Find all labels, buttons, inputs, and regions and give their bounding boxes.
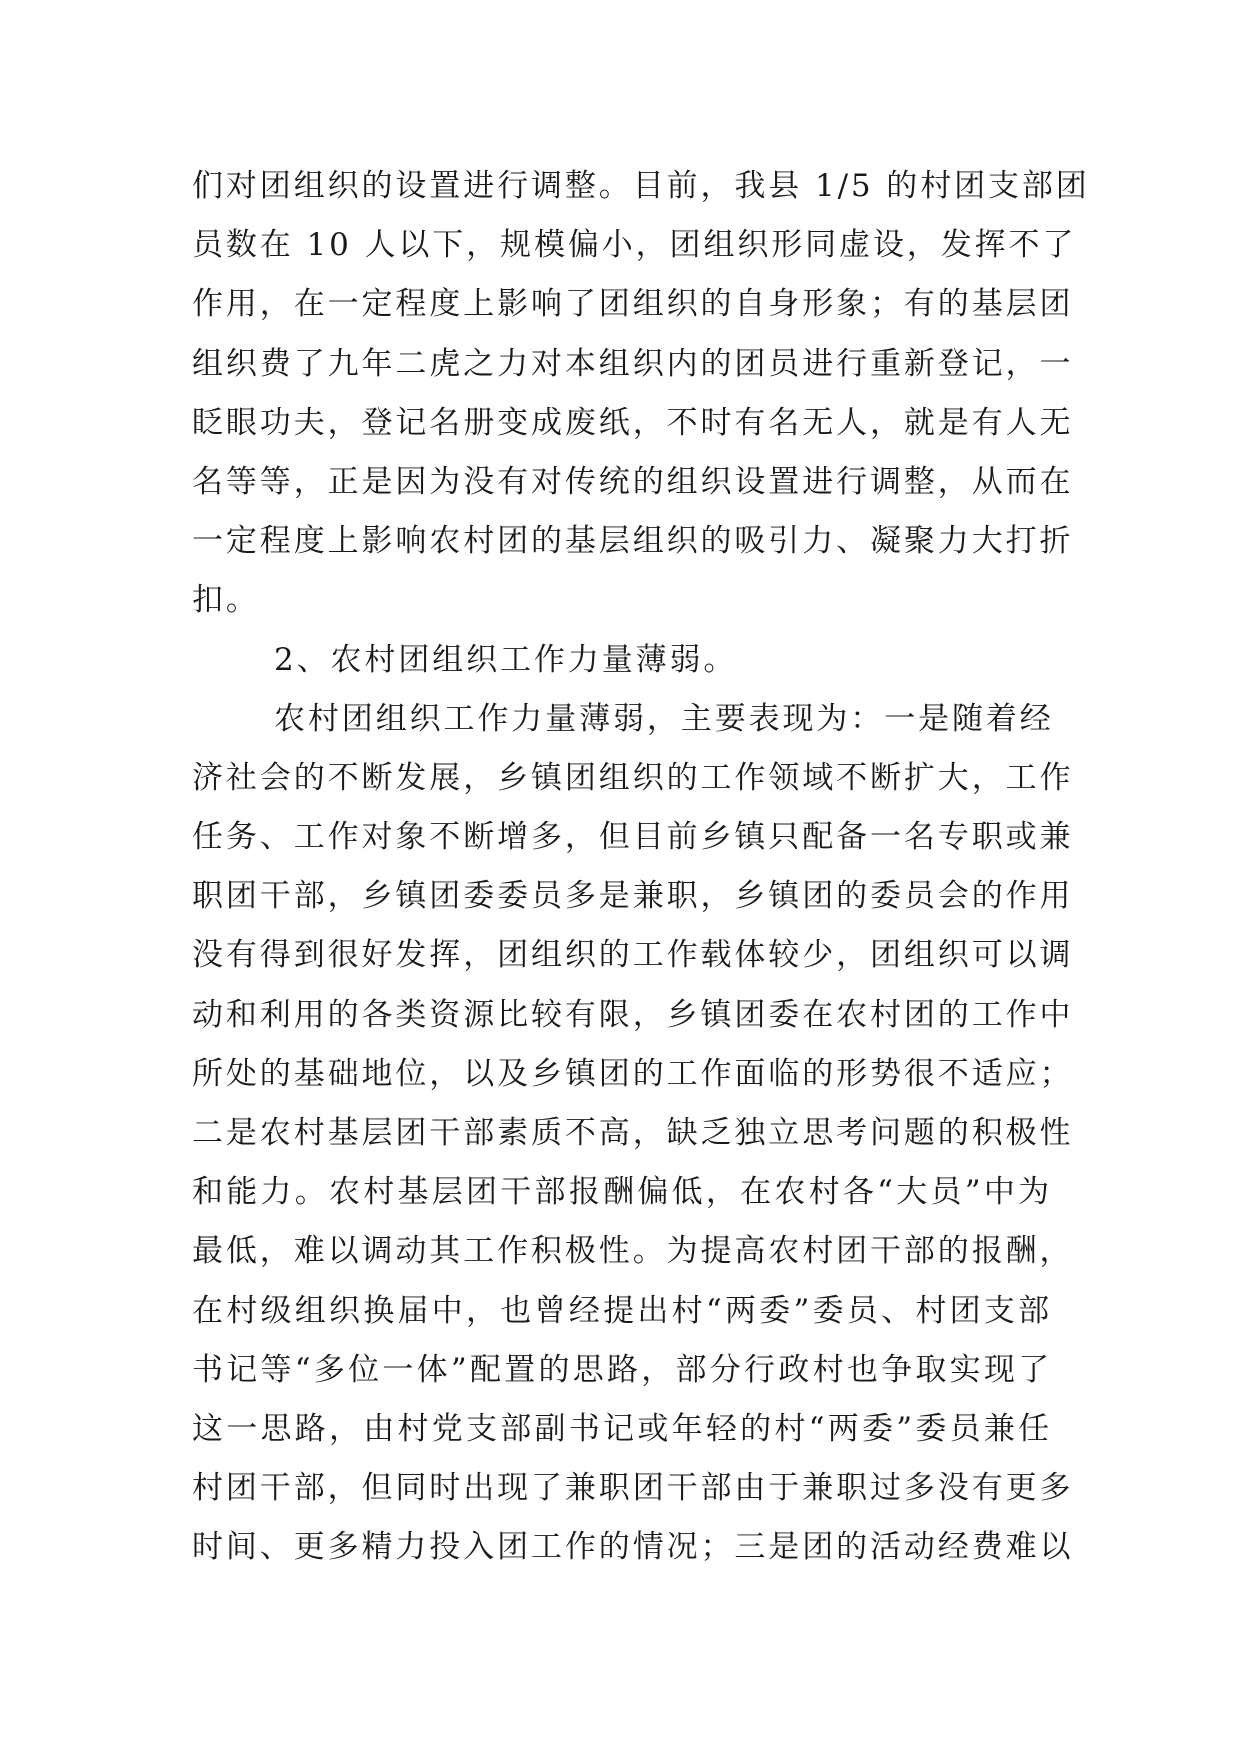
text-line: 任务、工作对象不断增多，但目前乡镇只配备一名专职或兼	[192, 819, 1074, 856]
text-line: 村团干部，但同时出现了兼职团干部由于兼职过多没有更多	[192, 1470, 1074, 1507]
text-line: 眨眼功夫，登记名册变成废纸，不时有名无人，就是有人无	[192, 404, 1074, 441]
text-line: 济社会的不断发展，乡镇团组织的工作领域不断扩大，工作	[192, 759, 1074, 796]
text-line: 名等等，正是因为没有对传统的组织设置进行调整，从而在	[192, 463, 1074, 500]
text-line: 最低，难以调动其工作积极性。为提高农村团干部的报酬，	[192, 1233, 1074, 1270]
text-line: 所处的基础地位，以及乡镇团的工作面临的形势很不适应；	[192, 1055, 1074, 1092]
text-line: 一定程度上影响农村团的基层组织的吸引力、凝聚力大打折	[192, 523, 1074, 560]
text-line: 扣。	[192, 582, 260, 619]
text-line: 和能力。农村基层团干部报酬偏低，在农村各“大员”中为	[192, 1174, 1052, 1211]
text-line: 员数在 10 人以下，规模偏小，团组织形同虚设，发挥不了	[192, 227, 1077, 264]
text-line: 时间、更多精力投入团工作的情况；三是团的活动经费难以	[192, 1529, 1074, 1566]
text-line: 组织费了九年二虎之力对本组织内的团员进行重新登记，一	[192, 345, 1074, 382]
text-line: 职团干部，乡镇团委委员多是兼职，乡镇团的委员会的作用	[192, 878, 1074, 915]
text-line: 这一思路，由村党支部副书记或年轻的村“两委”委员兼任	[192, 1410, 1052, 1447]
text-line: 们对团组织的设置进行调整。目前，我县 1/5 的村团支部团	[192, 168, 1090, 204]
text-line: 在村级组织换届中，也曾经提出村“两委”委员、村团支部	[192, 1292, 1052, 1329]
text-line: 书记等“多位一体”配置的思路，部分行政村也争取实现了	[192, 1351, 1052, 1388]
text-line: 2、农村团组织工作力量薄弱。	[274, 641, 738, 678]
text-line: 动和利用的各类资源比较有限，乡镇团委在农村团的工作中	[192, 996, 1074, 1033]
text-line: 没有得到很好发挥，团组织的工作载体较少，团组织可以调	[192, 937, 1074, 974]
text-line: 农村团组织工作力量薄弱，主要表现为：一是随着经	[274, 700, 1054, 737]
text-line: 二是农村基层团干部素质不高，缺乏独立思考问题的积极性	[192, 1115, 1074, 1151]
body-text	[192, 164, 1090, 1585]
text-line: 作用，在一定程度上影响了团组织的自身形象；有的基层团	[192, 286, 1074, 323]
